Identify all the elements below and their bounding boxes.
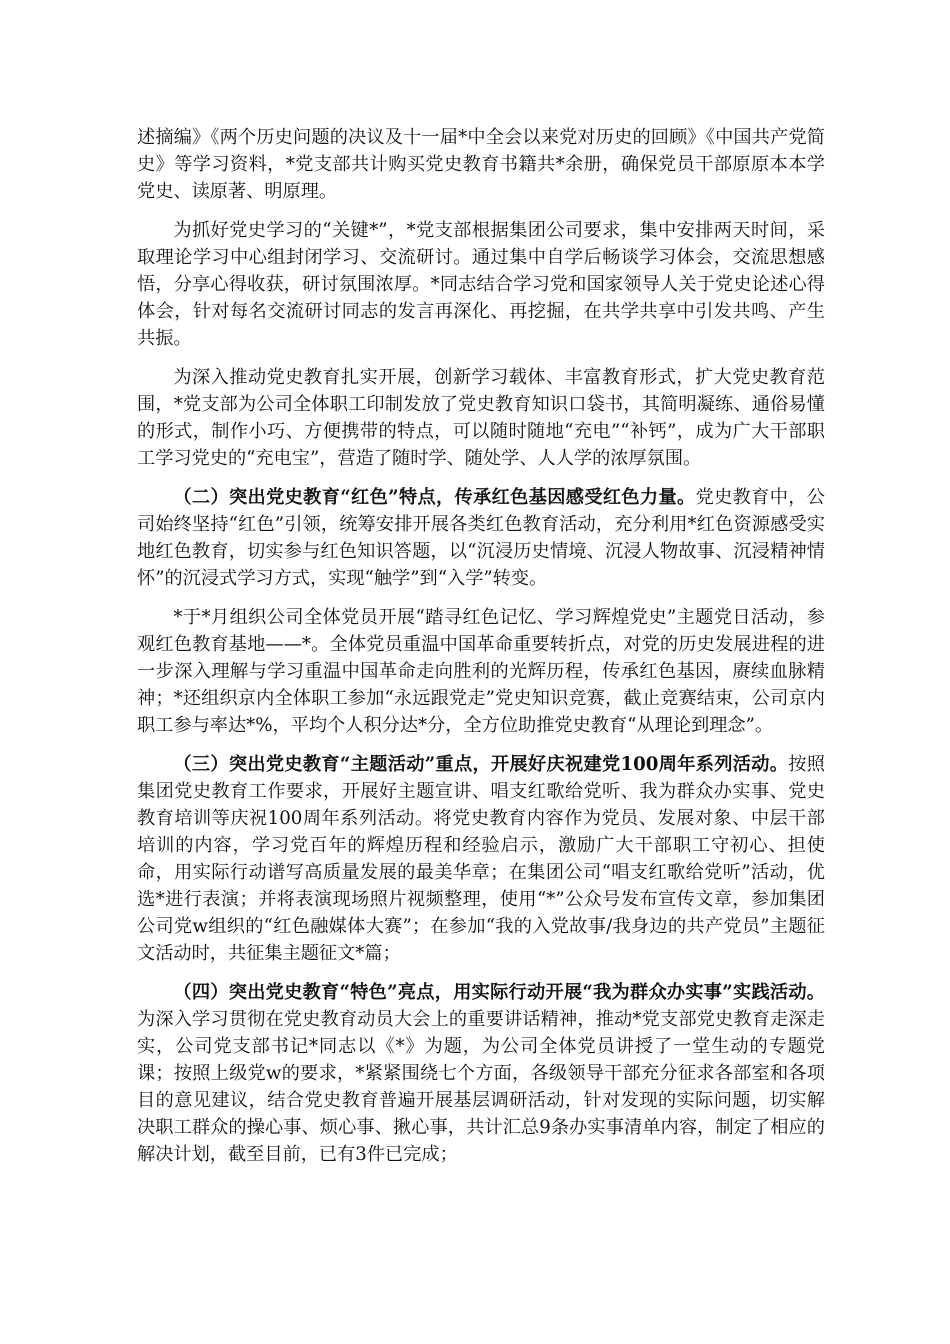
paragraph-4-text: 党史教育中，公司始终坚持“红色”引领，统筹安排开展各类红色教育活动，充分利用*红色资源感受实地红色教育，切实参与红色知识答题，以“沉浸历史情境、沉浸人物故事、沉浸精神情怀”的沉浸式学习方式，实现“触学”到“入学”转变。 xyxy=(137,487,825,589)
paragraph-1-text: 述摘编》《两个历史问题的决议及十一届*中全会以来党对历史的回顾》《中国共产党简史》等学习资料，*党支部共计购买党史教育书籍共*余册，确保党员干部原原本本学党史、读原著、明原理。 xyxy=(137,127,825,202)
paragraph-3 xyxy=(137,364,825,472)
section-heading-4: （四）突出党史教育“特色”亮点，用实际行动开展“我为群众办实事”实践活动。 xyxy=(173,982,825,1003)
section-heading-3: （三）突出党史教育“主题活动”重点，开展好庆祝建党100周年系列活动。 xyxy=(173,754,789,775)
paragraph-3-text: 为深入推动党史教育扎实开展，创新学习载体、丰富教育形式，扩大党史教育范围，*党支部为公司全体职工印制发放了党史教育知识口袋书，其简明凝练、通俗易懂的形式，制作小巧、方便携带的特点，可以随时随地“充电”“补钙”，成为广大干部职工学习党史的“充电宝”，营造了随时学、随处学、人人学的浓厚氛围。 xyxy=(137,367,825,469)
paragraph-7 xyxy=(137,979,825,1168)
section-heading-2: （二）突出党史教育“红色”特点，传承红色基因感受红色力量。 xyxy=(173,487,696,508)
document-body xyxy=(137,124,825,1180)
paragraph-2-text: 为抓好党史学习的“关键*”，*党支部根据集团公司要求，集中安排两天时间，采取理论学习中心组封闭学习、交流研讨。通过集中自学后畅谈学习体会，交流思想感悟，分享心得收获，研讨氛围浓厚。*同志结合学习党和国家领导人关于党史论述心得体会，针对每名交流研讨同志的发言再深化、再挖掘，在共学共享中引发共鸣、产生共振。 xyxy=(137,220,825,349)
paragraph-1 xyxy=(137,124,825,205)
paragraph-2 xyxy=(137,217,825,352)
paragraph-5-text: *于*月组织公司全体党员开展“踏寻红色记忆、学习辉煌党史”主题党日活动，参观红色教育基地——*。全体党员重温中国革命重要转折点，对党的历史发展进程的进一步深入理解与学习重温中国革命走向胜利的光辉历程，传承红色基因，赓续血脉精神；*还组织京内全体职工参加“永远跟党走”党史知识竞赛，截止竞赛结束，公司京内职工参与率达*%，平均个人积分达*分，全方位助推党史教育“从理论到理念”。 xyxy=(137,607,825,736)
paragraph-6-text: 按照集团党史教育工作要求，开展好主题宣讲、唱支红歌给党听、我为群众办实事、党史教育培训等庆祝100周年系列活动。将党史教育内容作为党员、发展对象、中层干部培训的内容，学习党百年的辉煌历程和经验启示，激励广大干部职工守初心、担使命，用实际行动谱写高质量发展的最美华章；在集团公司“唱支红歌给党听”活动，优选*进行表演；并将表演现场照片视频整理，使用“*”公众号发布宣传文章，参加集团公司党w组织的“红色融媒体大赛”；在参加“我的入党故事/我身边的共产党员”主题征文活动时，共征集主题征文*篇； xyxy=(137,754,825,964)
paragraph-4 xyxy=(137,484,825,592)
paragraph-7-text: 为深入学习贯彻在党史教育动员大会上的重要讲话精神，推动*党支部党史教育走深走实，公司党支部书记*同志以《*》为题，为公司全体党员讲授了一堂生动的专题党课；按照上级党w的要求，*紧紧围绕七个方面，各级领导干部充分征求各部室和各项目的意见建议，结合党史教育普遍开展基层调研活动，针对发现的实际问题，切实解决职工群众的操心事、烦心事、揪心事，共计汇总9条办实事清单内容，制定了相应的解决计划，截至目前，已有3件已完成； xyxy=(137,1009,825,1165)
paragraph-5 xyxy=(137,604,825,739)
paragraph-6 xyxy=(137,751,825,967)
